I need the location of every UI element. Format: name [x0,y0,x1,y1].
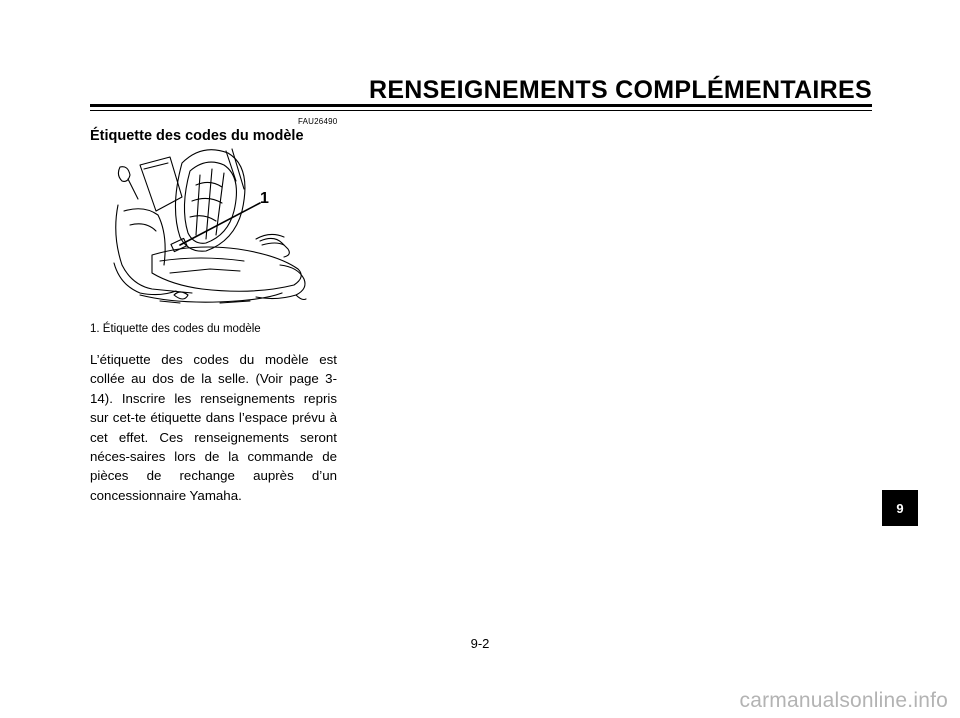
header-title: RENSEIGNEMENTS COMPLÉMENTAIRES [368,76,872,104]
figure-caption: 1. Étiquette des codes du modèle [90,323,261,335]
header-rule [90,104,872,107]
chapter-tab: 9 [882,490,918,526]
header-rule-thin [90,110,872,111]
reference-code: FAU26490 [298,117,338,126]
watermark-text: carmanualsonline.info [739,689,948,712]
section-title: Étiquette des codes du modèle [90,128,304,144]
body-paragraph: L’étiquette des codes du modèle est collée au dos de la selle. (Voir page 3-14). Inscrire les renseignements repris sur cet-te étiquette dans l’espace prévu à cet effet. Ces renseignements seront néces-saires lors de la commande de pièces de rechange auprès d’un concessionnaire Yamaha. [90,352,337,503]
page-number: 9-2 [470,636,490,651]
scooter-seat-illustration [100,145,340,313]
figure-callout-number: 1 [260,190,269,207]
